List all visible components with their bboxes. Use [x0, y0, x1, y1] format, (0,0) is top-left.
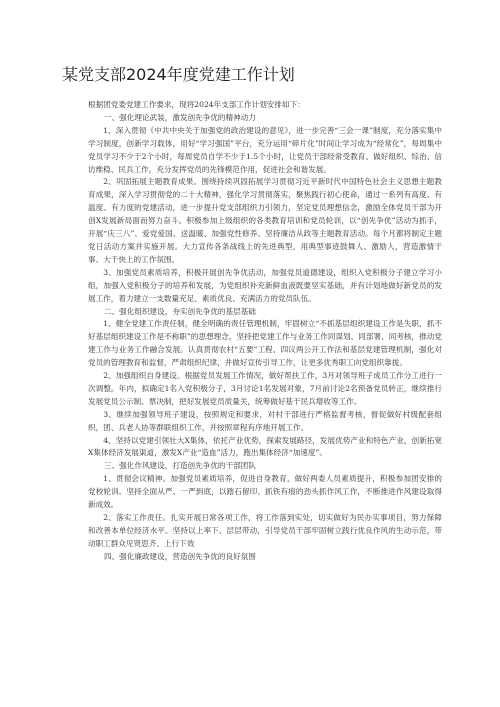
section-1-item-1: 1、深入贯彻《中共中央关于加强党的政治建设的意见》，进一步完善“三会一课”制度，充分落实集中学习制度，创新学习载体，用好“学习强国”平台，充分运用“碎片化”时间让学习成为“经常化”，每周集中党员学习不少于2个小时，每周党员自学不少于1.5个小时，让党员干部经常受教育、做好组织、综治、信访维稳、民兵工作，充分发挥党员的先锋模范作用，促进社会和谐发展。: [88, 125, 442, 174]
intro-paragraph: 根据团党委党建工作要求，现将2024年支部工作计划安排如下：: [88, 100, 305, 109]
document-body: [88, 99, 442, 564]
section-2-item-4: 4、坚持以党建引领壮大X集体，依托产业优势，探索发展路径，发展优势产业和特色产业，创新拓宽X集体经济发展渠道，激发X产业“造血”活力，跑出集体经济“加速度”。: [88, 435, 442, 458]
section-2-item-1: 1、健全党建工作责任制，健全明确的责任管理机制，牢固树立“不抓基层组织建设工作是失职，抓不好基层组织建设工作是不称职”的思想理念，坚持把党建工作与业务工作同谋划、同部署、同考核，推动党建工作与业务工作融合发展。认真贯彻农村“五要”工程、四议两公开工作法和基层党建管理机制，强化对党员的管理教育和监督，严肃组织纪律，并做好宣传引导工作，让更多优秀职工向党组织靠拢。: [88, 319, 442, 368]
section-heading-4: 四、强化廉政建设，营造创先争优的良好氛围: [104, 551, 256, 561]
section-heading-3: 三、强化作风建设，打造创先争优的干部团队: [104, 461, 256, 471]
section-heading-2: 二、强化组织建设，夯实创先争优的基层基础: [104, 306, 256, 316]
section-1-item-3: 3、加强党员素质培养，积极开展创先争优活动，加强党员道德建设，组织入党积极分子建立学习小组，加强入党积极分子的培养和发展，为党组织补充新鲜血液既要坚实基础，并有计划地做好新党员的发展工作，着力建立一支数量充足、素质优良、充满活力的党员队伍。: [88, 267, 442, 303]
section-3-item-1: 1、贯彻会议精神。加强党员素质培养，促进自身教育，做好两委人员素质提升，积极参加团安排的党校轮训。坚持全面从严、一严到底，以踏石留印、抓铁有痕的劲头抓作风工作，不断推进作风建设取得新成效。: [88, 474, 442, 510]
section-1-item-2: 2、巩固拓展主题教育成果。围绕持续巩固拓展学习贯彻习近平新时代中国特色社会主义思想主题教育成果，深入学习贯彻党的二十大精神，强化学习贯彻落实，聚焦践行初心使命，通过一系列有高度、有温度、有力度的党建活动，进一步提升党支部组织力引领力，坚定党员理想信念，激励全体党员干部为开创X发展新局面而努力奋斗。积极参加上级组织的各类教育培训和党员轮训，以“创先争优”活动为抓手，开展“庆三八”、爱党爱国、送温暖、加强党性修养、坚持廉洁从政等主题教育活动。每个月都将制定主题党日活动方案并实施开展。大力宣传各条战线上的先进典型，用典型事迹鼓舞人、激励人，营造激情干事、大干快上的工作氛围。: [88, 177, 442, 264]
section-2-item-3: 3、继续加强领导班子建设，按照规定和要求，对村干部进行严格监督考核，督促做好村级配套组织，团、兵老人协等群联组织工作，并按照章程有序地开展工作。: [88, 409, 442, 432]
section-heading-1: 一、强化理论武装，激发创先争优的精神动力: [104, 112, 256, 122]
section-3-item-2: 2、落实工作责任。扎实开展日常各项工作，将工作落到实处，切实做好为民办实事项目，努力保障和改善本单位经济水平。坚持以上率下、层层带动，引导党员干部牢固树立践行优良作风的生动示范，带动职工群众见贤思齐、上行下效: [88, 513, 442, 548]
section-2-item-2: 2、加强组织自身建设。根据党员发展工作情况，做好帮扶工作，3月对领导班子成员工作分工进行一次调整。年内，拟确定1名入党积极分子，3月讨论1名发展对象，7月前讨论2名预备党员转正，继续推行发展党员公示制、票决制，把好发展党员质量关，统筹做好基干民兵增收等工作。: [88, 371, 442, 406]
document-title: 某党支部2024年度党建工作计划: [62, 65, 295, 84]
